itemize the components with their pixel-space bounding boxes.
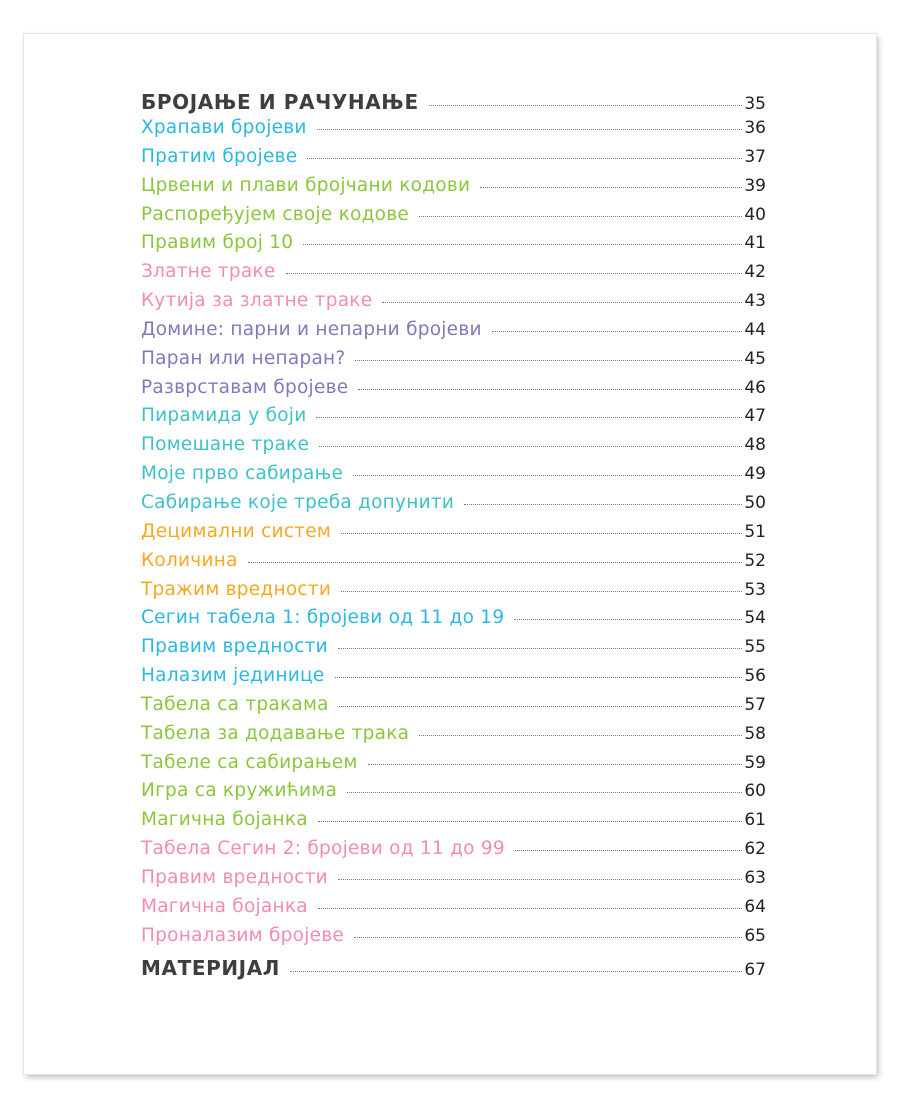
toc-entry-title: Табела за додавање трака <box>141 722 410 744</box>
toc-page-number: 39 <box>744 175 766 196</box>
dot-leader <box>353 475 742 476</box>
toc-page-number: 55 <box>744 637 766 658</box>
dot-leader <box>319 446 742 447</box>
toc-entry-title: Табела са тракама <box>141 693 329 715</box>
toc-entry-title: Храпави бројеви <box>141 117 307 138</box>
toc-page-number: 50 <box>744 492 766 513</box>
toc-entry-title: Правим вредности <box>141 636 328 658</box>
toc-entry-title: Магична бојанка <box>141 809 308 831</box>
toc-entry <box>141 924 766 956</box>
toc-page-number: 42 <box>744 262 766 283</box>
toc-entry <box>141 895 766 927</box>
toc-page-number: 62 <box>744 839 766 860</box>
dot-leader <box>286 273 743 274</box>
dot-leader <box>419 735 742 736</box>
dot-leader <box>318 908 743 909</box>
toc-page-number: 49 <box>744 464 766 485</box>
toc-entry <box>141 811 766 840</box>
toc-page-number: 54 <box>744 608 766 629</box>
table-of-contents <box>141 92 766 987</box>
dot-leader <box>303 244 742 245</box>
toc-entry-title: Правим број 10 <box>141 232 294 254</box>
dot-leader <box>492 331 743 332</box>
toc-entry-title: Проналазим бројеве <box>141 924 345 946</box>
toc-page-number: 51 <box>744 521 766 542</box>
toc-page-number: 48 <box>744 435 766 456</box>
toc-entry-title: Паран или непаран? <box>141 347 346 369</box>
toc-entry <box>141 347 766 379</box>
dot-leader <box>339 706 743 707</box>
toc-page-number: 44 <box>744 319 766 340</box>
dot-leader <box>318 821 743 822</box>
toc-entry <box>141 145 766 177</box>
toc-page-number: 35 <box>744 94 766 114</box>
toc-entry-title: МАТЕРИЈАЛ <box>141 956 281 981</box>
toc-entry <box>141 407 766 436</box>
dot-leader <box>317 129 743 130</box>
dot-leader <box>338 648 742 649</box>
toc-entry <box>141 491 766 523</box>
toc-page-number: 67 <box>744 960 766 981</box>
toc-page-number: 63 <box>744 867 766 888</box>
dot-leader <box>515 850 742 851</box>
toc-page-number: 40 <box>744 204 766 225</box>
dot-leader <box>347 792 742 793</box>
dot-leader <box>358 389 742 390</box>
toc-entry <box>141 203 766 235</box>
dot-leader <box>341 533 742 534</box>
toc-page-number: 37 <box>744 146 766 167</box>
toc-section-heading <box>141 92 766 119</box>
toc-page-number: 47 <box>744 406 766 427</box>
toc-entry <box>141 667 766 696</box>
toc-page-number: 36 <box>744 118 766 138</box>
dot-leader <box>355 360 742 361</box>
dot-leader <box>429 105 743 106</box>
toc-entry-title: Игра са кружићима <box>141 780 338 802</box>
toc-entry-title: Сабирање које треба допунити <box>141 491 455 513</box>
dot-leader <box>290 971 742 972</box>
toc-entry <box>141 840 766 869</box>
dot-leader <box>335 677 743 678</box>
toc-entry-title: Количина <box>141 549 238 571</box>
toc-page-number: 56 <box>744 666 766 687</box>
dot-leader <box>354 937 742 938</box>
toc-entry-title: Налазим јединице <box>141 665 325 687</box>
toc-entry-title: Пирамида у боји <box>141 405 307 427</box>
toc-page-number: 46 <box>744 377 766 398</box>
toc-entry-title: Тражим вредности <box>141 578 332 600</box>
toc-page-number: 43 <box>744 291 766 312</box>
toc-entry <box>141 263 766 292</box>
dot-leader <box>316 417 742 418</box>
toc-entry <box>141 520 766 552</box>
toc-entry-title: Пратим бројеве <box>141 145 298 167</box>
toc-entry <box>141 609 766 638</box>
toc-page-number: 45 <box>744 348 766 369</box>
toc-entry <box>141 693 766 725</box>
toc-entry-title: Распоређујем своје кодове <box>141 203 410 225</box>
toc-entry <box>141 866 766 898</box>
toc-entry-title: Табеле са сабирањем <box>141 751 358 773</box>
toc-entry-title: Сегин табела 1: бројеви од 11 до 19 <box>141 607 505 629</box>
toc-page-number: 60 <box>744 781 766 802</box>
toc-entry <box>141 782 766 811</box>
toc-page-number: 57 <box>744 694 766 715</box>
toc-entry <box>141 234 766 263</box>
toc-entry-title: Домине: парни и непарни бројеви <box>141 318 482 340</box>
dot-leader <box>480 187 742 188</box>
toc-entry-title: Правим вредности <box>141 866 328 888</box>
dot-leader <box>419 216 742 217</box>
toc-entry <box>141 549 766 581</box>
toc-entry <box>141 174 766 206</box>
toc-page-number: 65 <box>744 925 766 946</box>
dot-leader <box>464 504 742 505</box>
dot-leader <box>248 562 743 563</box>
toc-entry <box>141 292 766 321</box>
dot-leader <box>307 158 742 159</box>
toc-entry <box>141 465 766 494</box>
dot-leader <box>341 591 742 592</box>
dot-leader <box>338 879 742 880</box>
toc-page-number: 53 <box>744 579 766 600</box>
toc-entry-title: Помешане траке <box>141 434 310 456</box>
toc-entry <box>141 119 766 148</box>
toc-entry <box>141 578 766 610</box>
toc-page-number: 61 <box>744 810 766 831</box>
toc-entry <box>141 376 766 408</box>
toc-page-number: 59 <box>744 752 766 773</box>
dot-leader <box>514 619 742 620</box>
toc-entry <box>141 318 766 350</box>
dot-leader <box>382 302 742 303</box>
toc-entry <box>141 751 766 783</box>
toc-entry <box>141 722 766 754</box>
toc-entry-title: Кутија за златне траке <box>141 290 373 312</box>
toc-entry-title: Златне траке <box>141 261 276 283</box>
toc-page-number: 64 <box>744 896 766 917</box>
toc-page-number: 52 <box>744 550 766 571</box>
toc-entry-title: Децимални систем <box>141 520 332 542</box>
toc-entry-title: Табела Сегин 2: бројеви од 11 до 99 <box>141 838 505 860</box>
toc-entry-title: БРОЈАЊЕ И РАЧУНАЊЕ <box>141 90 419 114</box>
toc-entry-title: Моје прво сабирање <box>141 463 344 485</box>
toc-entry-title: Магична бојанка <box>141 895 308 917</box>
toc-entry <box>141 638 766 667</box>
toc-section-heading <box>141 958 766 987</box>
toc-entry <box>141 436 766 465</box>
dot-leader <box>368 764 743 765</box>
toc-entry-title: Разврставам бројеве <box>141 376 349 398</box>
toc-page-number: 41 <box>744 233 766 254</box>
toc-page-number: 58 <box>744 723 766 744</box>
toc-entry-title: Црвени и плави бројчани кодови <box>141 174 471 196</box>
